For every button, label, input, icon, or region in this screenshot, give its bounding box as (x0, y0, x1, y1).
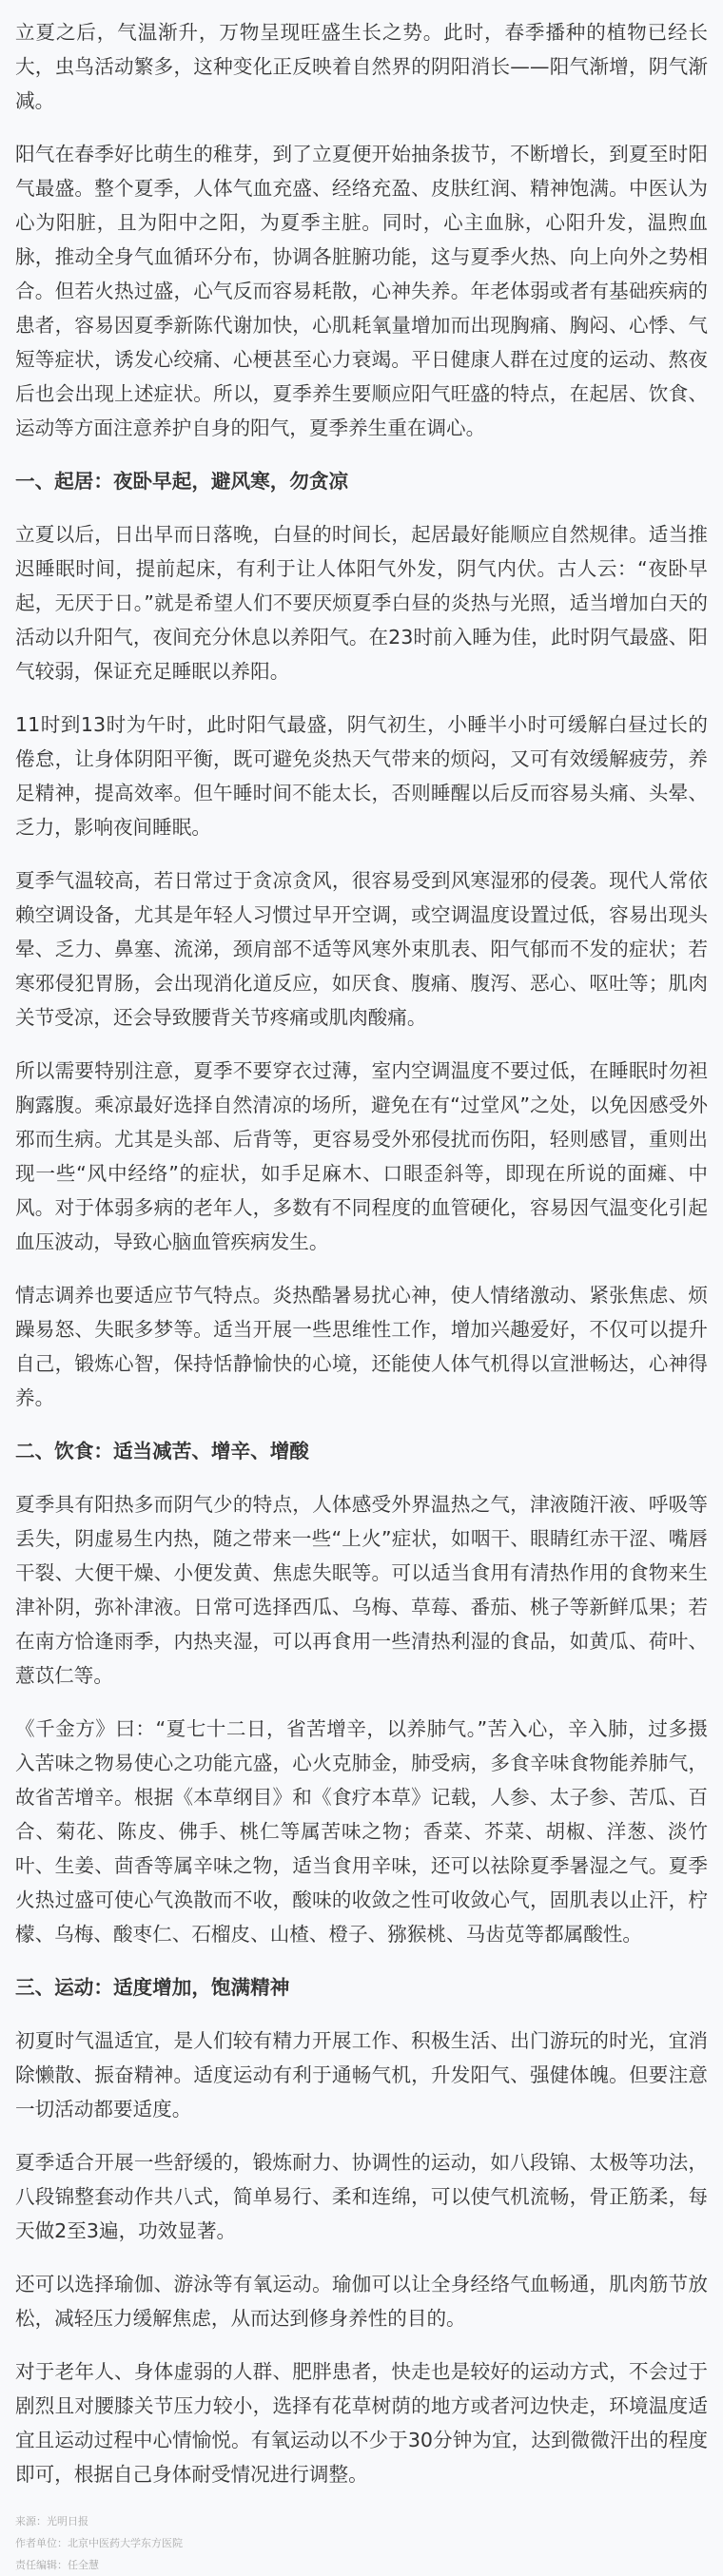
article-footer (15, 2510, 708, 2576)
paragraph: 夏季适合开展一些舒缓的，锻炼耐力、协调性的运动，如八段锦、太极等功法，八段锦整套动作共八式，简单易行、柔和连绵，可以使气机流畅，骨正筋柔，每天做2至3遍，功效显著。 (15, 2151, 708, 2242)
editor-line: 责任编辑：任全慧 (15, 2559, 99, 2571)
section-heading: 一、起居：夜卧早起，避风寒，勿贪凉 (15, 470, 349, 493)
article-content (15, 15, 708, 2491)
paragraph: 情志调养也要适应节气特点。炎热酷暑易扰心神，使人情绪激动、紧张焦虑、烦躁易怒、失眠多梦等。适当开展一些思维性工作，增加兴趣爱好，不仅可以提升自己，锻炼心智，保持恬静愉快的心境，还能使人体气机得以宣泄畅达，心神得养。 (15, 1284, 708, 1409)
paragraph: 11时到13时为午时，此时阳气最盛，阴气初生，小睡半小时可缓解白昼过长的倦怠，让身体阴阳平衡，既可避免炎热天气带来的烦闷，又可有效缓解疲劳，养足精神，提高效率。但午睡时间不能太长，否则睡醒以后反而容易头痛、头晕、乏力，影响夜间睡眠。 (15, 713, 708, 839)
paragraph: 所以需要特别注意，夏季不要穿衣过薄，室内空调温度不要过低，在睡眠时勿袒胸露腹。乘凉最好选择自然清凉的场所，避免在有“过堂风”之处，以免因感受外邪而生病。尤其是头部、后背等，更容易受外邪侵扰而伤阳，轻则感冒，重则出现一些“风中经络”的症状，如手足麻木、口眼歪斜等，即现在所说的面瘫、中风。对于体弱多病的老年人，多数有不同程度的血管硬化，容易因气温变化引起血压波动，导致心脑血管疾病发生。 (15, 1059, 708, 1253)
paragraph: 夏季气温较高，若日常过于贪凉贪风，很容易受到风寒湿邪的侵袭。现代人常依赖空调设备，尤其是年轻人习惯过早开空调，或空调温度设置过低，容易出现头晕、乏力、鼻塞、流涕，颈肩部不适等风寒外束肌表、阳气郁而不发的症状；若寒邪侵犯胃肠，会出现消化道反应，如厌食、腹痛、腹泻、恶心、呕吐等；肌肉关节受凉，还会导致腰背关节疼痛或肌肉酸痛。 (15, 869, 708, 1029)
section-heading: 二、饮食：适当减苦、增辛、增酸 (15, 1440, 309, 1462)
paragraph: 《千金方》曰：“夏七十二日，省苦增辛，以养肺气。”苦入心，辛入肺，过多摄入苦味之物易使心之功能亢盛，心火克肺金，肺受病，多食辛味食物能养肺气，故省苦增辛。根据《本草纲目》和《食疗本草》记载，人参、太子参、苦瓜、百合、菊花、陈皮、佛手、桃仁等属苦味之物；香菜、芥菜、胡椒、洋葱、淡竹叶、生姜、茴香等属辛味之物，适当食用辛味，还可以祛除夏季暑湿之气。夏季火热过盛可使心气涣散而不收，酸味的收敛之性可收敛心气，固肌表以止汗，柠檬、乌梅、酸枣仁、石榴皮、山楂、橙子、猕猴桃、马齿苋等都属酸性。 (15, 1717, 708, 1946)
section-heading: 三、运动：适度增加，饱满精神 (15, 1976, 290, 1999)
paragraph: 夏季具有阳热多而阴气少的特点，人体感受外界温热之气，津液随汗液、呼吸等丢失，阴虚易生内热，随之带来一些“上火”症状，如咽干、眼睛红赤干涩、嘴唇干裂、大便干燥、小便发黄、焦虑失眠等。可以适当食用有清热作用的食物来生津补阴，弥补津液。日常可选择西瓜、乌梅、草莓、番茄、桃子等新鲜瓜果；若在南方恰逢雨季，内热夹湿，可以再食用一些清热利湿的食品，如黄瓜、荷叶、薏苡仁等。 (15, 1493, 708, 1687)
paragraph: 还可以选择瑜伽、游泳等有氧运动。瑜伽可以让全身经络气血畅通，肌肉筋节放松，减轻压力缓解焦虑，从而达到修身养性的目的。 (15, 2273, 708, 2330)
paragraph: 初夏时气温适宜，是人们较有精力开展工作、积极生活、出门游玩的时光，宜消除懒散、振奋精神。适度运动有利于通畅气机，升发阳气、强健体魄。但要注意一切活动都要适度。 (15, 2029, 708, 2121)
paragraph: 立夏之后，气温渐升，万物呈现旺盛生长之势。此时，春季播种的植物已经长大，虫鸟活动繁多，这种变化正反映着自然界的阴阳消长——阳气渐增，阴气渐减。 (15, 21, 708, 112)
author-unit-line: 作者单位：北京中医药大学东方医院 (15, 2537, 183, 2549)
paragraph: 对于老年人、身体虚弱的人群、肥胖患者，快走也是较好的运动方式，不会过于剧烈且对腰膝关节压力较小，选择有花草树荫的地方或者河边快走，环境温度适宜且运动过程中心情愉悦。有氧运动以不少于30分钟为宜，达到微微汗出的程度即可，根据自己身体耐受情况进行调整。 (15, 2360, 708, 2486)
paragraph: 立夏以后，日出早而日落晚，白昼的时间长，起居最好能顺应自然规律。适当推迟睡眠时间，提前起床，有利于让人体阳气外发，阴气内伏。古人云：“夜卧早起，无厌于日。”就是希望人们不要厌烦夏季白昼的炎热与光照，适当增加白天的活动以升阳气，夜间充分休息以养阳气。在23时前入睡为佳，此时阴气最盛、阳气较弱，保证充足睡眠以养阳。 (15, 523, 708, 683)
paragraph: 阳气在春季好比萌生的稚芽，到了立夏便开始抽条拔节，不断增长，到夏至时阳气最盛。整个夏季，人体气血充盛、经络充盈、皮肤红润、精神饱满。中医认为心为阳脏，且为阳中之阳，为夏季主脏。同时，心主血脉，心阳升发，温煦血脉，推动全身气血循环分布，协调各脏腑功能，这与夏季火热、向上向外之势相合。但若火热过盛，心气反而容易耗散，心神失养。年老体弱或者有基础疾病的患者，容易因夏季新陈代谢加快，心肌耗氧量增加而出现胸痛、胸闷、心悸、气短等症状，诱发心绞痛、心梗甚至心力衰竭。平日健康人群在过度的运动、熬夜后也会出现上述症状。所以，夏季养生要顺应阳气旺盛的特点，在起居、饮食、运动等方面注意养护自身的阳气，夏季养生重在调心。 (15, 143, 708, 439)
source-line: 来源：光明日报 (15, 2515, 88, 2528)
